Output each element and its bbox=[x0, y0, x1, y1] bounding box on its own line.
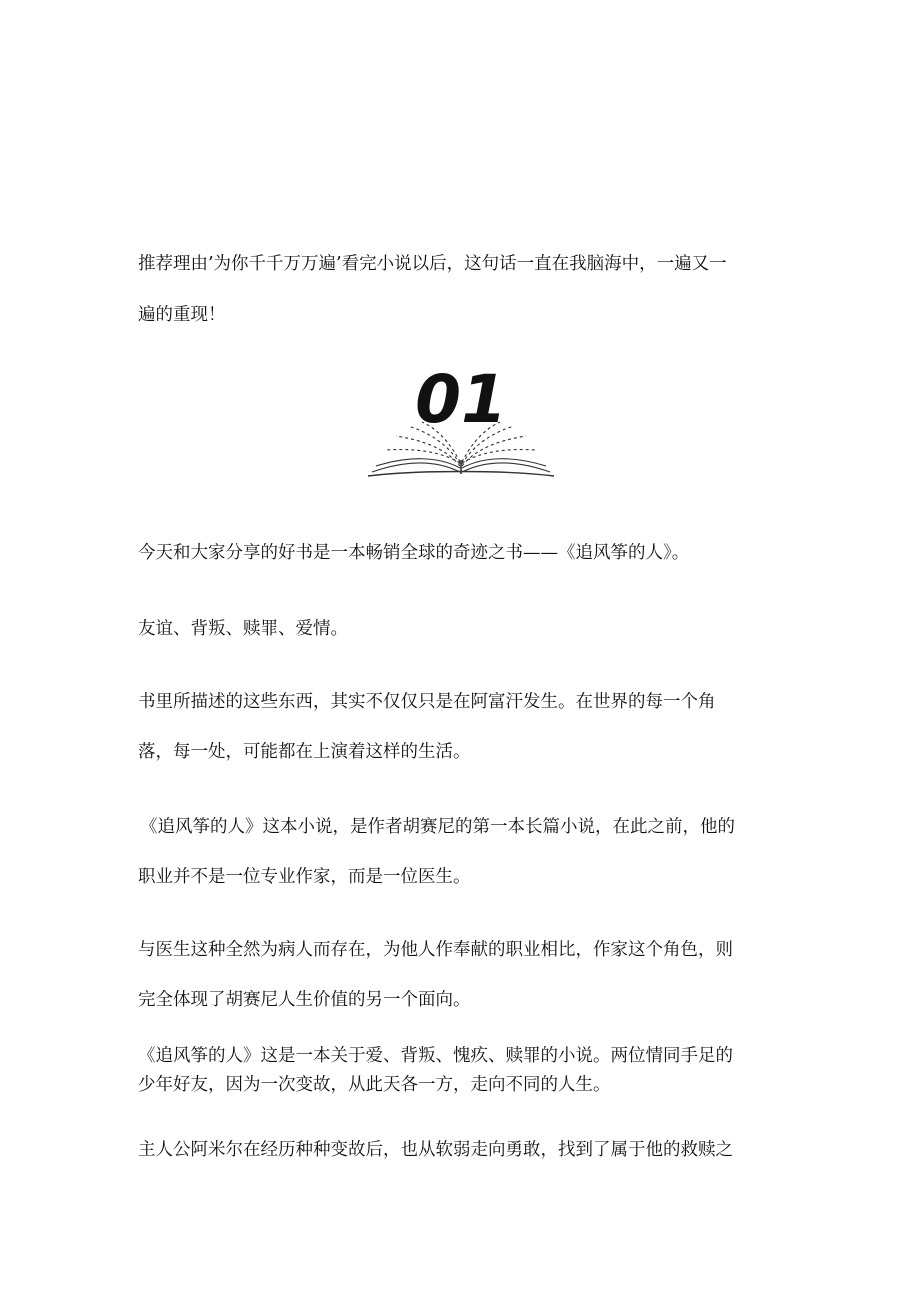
text-line: 今天和大家分享的好书是一本畅销全球的奇迹之书——《追风筝的人》。 bbox=[138, 543, 690, 563]
text-line: 主人公阿米尔在经历种种变故后，也从软弱走向勇敢，找到了属于他的救赎之 bbox=[138, 1140, 733, 1160]
text-line: 《追风筝的人》这是一本关于爱、背叛、愧疚、赎罪的小说。两位情同手足的 bbox=[138, 1046, 733, 1066]
text-line: 书里所描述的这些东西，其实不仅仅只是在阿富汗发生。在世界的每一个角 bbox=[138, 692, 716, 712]
text-line: 友谊、背叛、赎罪、爱情。 bbox=[138, 619, 348, 639]
open-book-section-figure bbox=[366, 360, 556, 485]
text-line: 《追风筝的人》这本小说，是作者胡赛尼的第一本长篇小说，在此之前，他的 bbox=[140, 817, 735, 837]
text-line: 与医生这种全然为病人而存在，为他人作奉献的职业相比，作家这个角色，则 bbox=[138, 940, 733, 960]
text-line: 少年好友，因为一次变故，从此天各一方，走向不同的人生。 bbox=[138, 1075, 611, 1095]
text-line: 遍的重现！ bbox=[138, 305, 226, 325]
section-number: 01 bbox=[415, 361, 507, 438]
text-line: 落，每一处，可能都在上演着这样的生活。 bbox=[138, 742, 471, 762]
text-line: 完全体现了胡赛尼人生价值的另一个面向。 bbox=[138, 990, 471, 1010]
text-line: 职业并不是一位专业作家，而是一位医生。 bbox=[138, 867, 471, 887]
text-line: 推荐理由’为你千千万万遍’看完小说以后，这句话一直在我脑海中，一遍又一 bbox=[138, 254, 727, 274]
